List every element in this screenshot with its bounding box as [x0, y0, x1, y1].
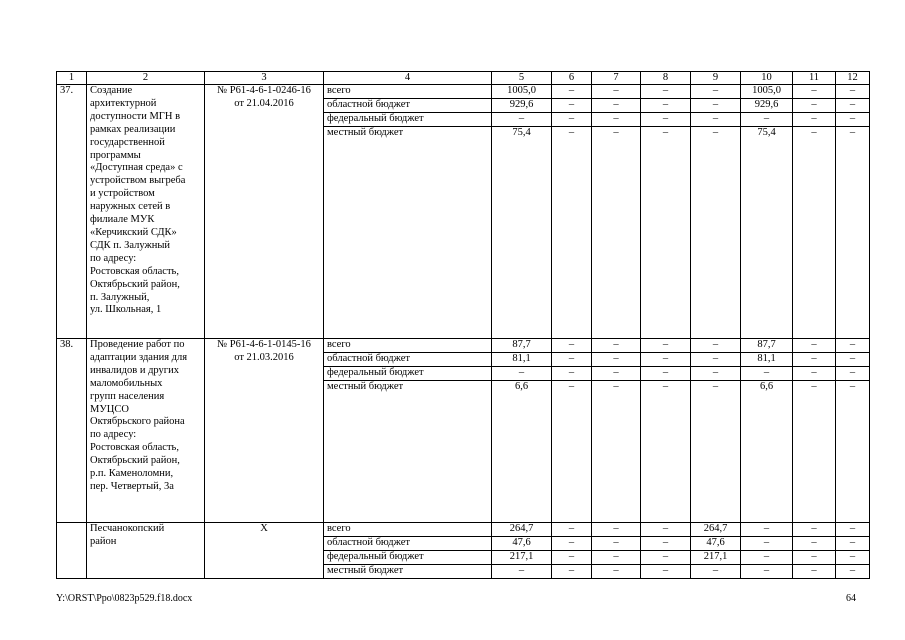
value-cell: –: [836, 85, 870, 99]
value-cell: 47,6: [492, 537, 552, 551]
value-cell: –: [592, 85, 641, 99]
value-cell: –: [836, 353, 870, 367]
value-cell: –: [592, 353, 641, 367]
value-cell: 264,7: [492, 523, 552, 537]
document-reference: № Р61-4-6-1-0145-16 от 21.03.2016: [205, 339, 324, 523]
value-cell: –: [793, 127, 836, 339]
value-cell: –: [641, 85, 691, 99]
header-cell: 5: [492, 72, 552, 85]
value-cell: –: [552, 353, 592, 367]
value-cell: –: [691, 85, 741, 99]
funding-source-label: областной бюджет: [324, 353, 492, 367]
value-cell: 217,1: [492, 551, 552, 565]
value-cell: –: [741, 551, 793, 565]
value-cell: –: [836, 127, 870, 339]
header-cell: 10: [741, 72, 793, 85]
row-number: [57, 523, 87, 579]
value-cell: –: [641, 537, 691, 551]
value-cell: –: [691, 113, 741, 127]
funding-source-label: всего: [324, 339, 492, 353]
object-name: Проведение работ по адаптации здания для инвалидов и других маломобильных групп населения МУЦСО Октябрьского района по адресу: Ростовская область, Октябрьский район, р.п. Каменоломни, пер. Четвертый, 3а: [87, 339, 205, 523]
value-cell: –: [492, 367, 552, 381]
value-cell: –: [552, 127, 592, 339]
header-cell: 12: [836, 72, 870, 85]
object-name: Песчанокопский район: [87, 523, 205, 579]
value-cell: –: [552, 99, 592, 113]
value-cell: 1005,0: [492, 85, 552, 99]
value-cell: 47,6: [691, 537, 741, 551]
value-cell: –: [592, 523, 641, 537]
funding-source-label: всего: [324, 523, 492, 537]
value-cell: 6,6: [741, 381, 793, 523]
value-cell: –: [793, 381, 836, 523]
value-cell: –: [741, 113, 793, 127]
value-cell: –: [836, 565, 870, 579]
value-cell: –: [836, 339, 870, 353]
value-cell: –: [592, 367, 641, 381]
value-cell: 87,7: [492, 339, 552, 353]
value-cell: –: [552, 339, 592, 353]
value-cell: –: [793, 367, 836, 381]
row-number: 38.: [57, 339, 87, 523]
value-cell: –: [836, 113, 870, 127]
value-cell: –: [793, 99, 836, 113]
value-cell: –: [793, 551, 836, 565]
table-row: [57, 85, 870, 99]
value-cell: –: [691, 127, 741, 339]
header-cell: 2: [87, 72, 205, 85]
row-number: 37.: [57, 85, 87, 339]
funding-source-label: федеральный бюджет: [324, 551, 492, 565]
value-cell: –: [691, 339, 741, 353]
header-cell: 3: [205, 72, 324, 85]
funding-source-label: федеральный бюджет: [324, 113, 492, 127]
value-cell: 75,4: [741, 127, 793, 339]
value-cell: –: [552, 523, 592, 537]
value-cell: –: [592, 127, 641, 339]
value-cell: 217,1: [691, 551, 741, 565]
funding-source-label: местный бюджет: [324, 381, 492, 523]
table-row: [57, 339, 870, 353]
footer-page-number: 64: [846, 593, 856, 604]
value-cell: –: [836, 523, 870, 537]
value-cell: 81,1: [492, 353, 552, 367]
value-cell: 6,6: [492, 381, 552, 523]
value-cell: –: [793, 537, 836, 551]
value-cell: –: [641, 367, 691, 381]
value-cell: –: [793, 353, 836, 367]
value-cell: –: [793, 565, 836, 579]
value-cell: –: [836, 99, 870, 113]
value-cell: –: [641, 127, 691, 339]
value-cell: –: [641, 565, 691, 579]
value-cell: 81,1: [741, 353, 793, 367]
value-cell: –: [741, 565, 793, 579]
value-cell: –: [793, 523, 836, 537]
header-cell: 6: [552, 72, 592, 85]
value-cell: –: [691, 381, 741, 523]
value-cell: –: [641, 381, 691, 523]
value-cell: 929,6: [741, 99, 793, 113]
value-cell: –: [552, 565, 592, 579]
value-cell: –: [592, 551, 641, 565]
value-cell: –: [492, 113, 552, 127]
value-cell: 264,7: [691, 523, 741, 537]
value-cell: 1005,0: [741, 85, 793, 99]
value-cell: –: [641, 113, 691, 127]
header-cell: 9: [691, 72, 741, 85]
value-cell: 87,7: [741, 339, 793, 353]
funding-source-label: областной бюджет: [324, 99, 492, 113]
object-name: Создание архитектурной доступности МГН в рамках реализации государственной программы «Доступная среда» с устройством выгреба и устройством наружных сетей в филиале МУК «Керчикский СДК» СДК п. Залужный по адресу: Ростовская область, Октябрьский район, п. Залужный, ул. Школьная, 1: [87, 85, 205, 339]
header-cell: 7: [592, 72, 641, 85]
value-cell: –: [793, 339, 836, 353]
value-cell: –: [691, 367, 741, 381]
value-cell: –: [592, 339, 641, 353]
value-cell: –: [836, 537, 870, 551]
value-cell: –: [793, 113, 836, 127]
value-cell: –: [641, 99, 691, 113]
value-cell: –: [691, 565, 741, 579]
value-cell: –: [691, 353, 741, 367]
value-cell: –: [592, 99, 641, 113]
value-cell: –: [741, 523, 793, 537]
value-cell: –: [836, 367, 870, 381]
table-row: [57, 523, 870, 537]
funding-source-label: местный бюджет: [324, 127, 492, 339]
value-cell: –: [552, 113, 592, 127]
value-cell: –: [552, 85, 592, 99]
value-cell: –: [552, 551, 592, 565]
header-cell: 8: [641, 72, 691, 85]
header-cell: 1: [57, 72, 87, 85]
value-cell: –: [793, 85, 836, 99]
value-cell: 929,6: [492, 99, 552, 113]
value-cell: –: [552, 381, 592, 523]
value-cell: 75,4: [492, 127, 552, 339]
value-cell: –: [592, 537, 641, 551]
value-cell: –: [592, 113, 641, 127]
value-cell: –: [492, 565, 552, 579]
funding-source-label: федеральный бюджет: [324, 367, 492, 381]
value-cell: –: [592, 565, 641, 579]
funding-source-label: местный бюджет: [324, 565, 492, 579]
value-cell: –: [836, 381, 870, 523]
header-cell: 4: [324, 72, 492, 85]
value-cell: –: [641, 339, 691, 353]
value-cell: –: [641, 551, 691, 565]
funding-source-label: областной бюджет: [324, 537, 492, 551]
header-row: [57, 72, 870, 85]
value-cell: –: [691, 99, 741, 113]
value-cell: –: [836, 551, 870, 565]
value-cell: –: [552, 367, 592, 381]
document-reference: № Р61-4-6-1-0246-16 от 21.04.2016: [205, 85, 324, 339]
value-cell: –: [552, 537, 592, 551]
value-cell: –: [641, 523, 691, 537]
budget-table: [56, 71, 870, 579]
funding-source-label: всего: [324, 85, 492, 99]
value-cell: –: [592, 381, 641, 523]
document-reference: Х: [205, 523, 324, 579]
header-cell: 11: [793, 72, 836, 85]
value-cell: –: [741, 367, 793, 381]
value-cell: –: [641, 353, 691, 367]
value-cell: –: [741, 537, 793, 551]
footer-file-path: Y:\ORST\Ppo\0823p529.f18.docx: [56, 593, 193, 604]
